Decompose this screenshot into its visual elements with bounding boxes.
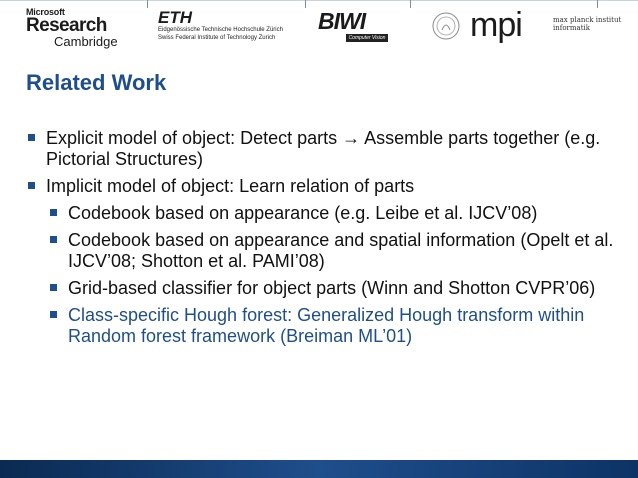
highlighted-sub-bullet-item: Class-specific Hough forest: Generalized Hough transform within Random forest framework (Breiman ML’01) bbox=[26, 305, 626, 347]
square-bullet-icon bbox=[50, 284, 57, 291]
top-rule bbox=[0, 0, 638, 1]
square-bullet-icon bbox=[50, 236, 57, 243]
square-bullet-icon bbox=[28, 134, 35, 141]
square-bullet-icon bbox=[50, 311, 57, 318]
sub-bullet-item: Grid-based classifier for object parts (Winn and Shotton CVPR’06) bbox=[26, 278, 626, 299]
bullet-item: Explicit model of object: Detect parts → Assemble parts together (e.g. Pictorial Structures) bbox=[26, 128, 626, 170]
biwi-logo: BIWI Computer Vision bbox=[318, 8, 390, 44]
footer-bar bbox=[0, 460, 638, 478]
bullet-item: Implicit model of object: Learn relation of parts bbox=[26, 176, 626, 197]
microsoft-research-logo: Microsoft Research Cambridge bbox=[26, 7, 118, 49]
eth-logo: ETH Eidgenössische Technische Hochschule Zürich Swiss Federal Institute of Technology Zurich bbox=[158, 8, 283, 41]
sub-bullet-item: Codebook based on appearance and spatial information (Opelt et al. IJCV’08; Shotton et al. PAMI’08) bbox=[26, 230, 626, 272]
bullet-list bbox=[26, 128, 626, 353]
logo-separator bbox=[410, 0, 411, 8]
logo-bar bbox=[0, 0, 638, 52]
mpi-name: max planck institut informatik bbox=[553, 16, 622, 32]
mpi-logo: mpi bbox=[470, 6, 522, 44]
sub-bullet-item: Codebook based on appearance (e.g. Leibe et al. IJCV’08) bbox=[26, 203, 626, 224]
mpi-seal-icon bbox=[432, 12, 460, 40]
square-bullet-icon bbox=[28, 182, 35, 189]
slide-title: Related Work bbox=[26, 70, 167, 95]
logo-separator bbox=[305, 0, 306, 8]
square-bullet-icon bbox=[50, 209, 57, 216]
logo-separator bbox=[597, 0, 598, 8]
logo-separator bbox=[147, 0, 148, 8]
